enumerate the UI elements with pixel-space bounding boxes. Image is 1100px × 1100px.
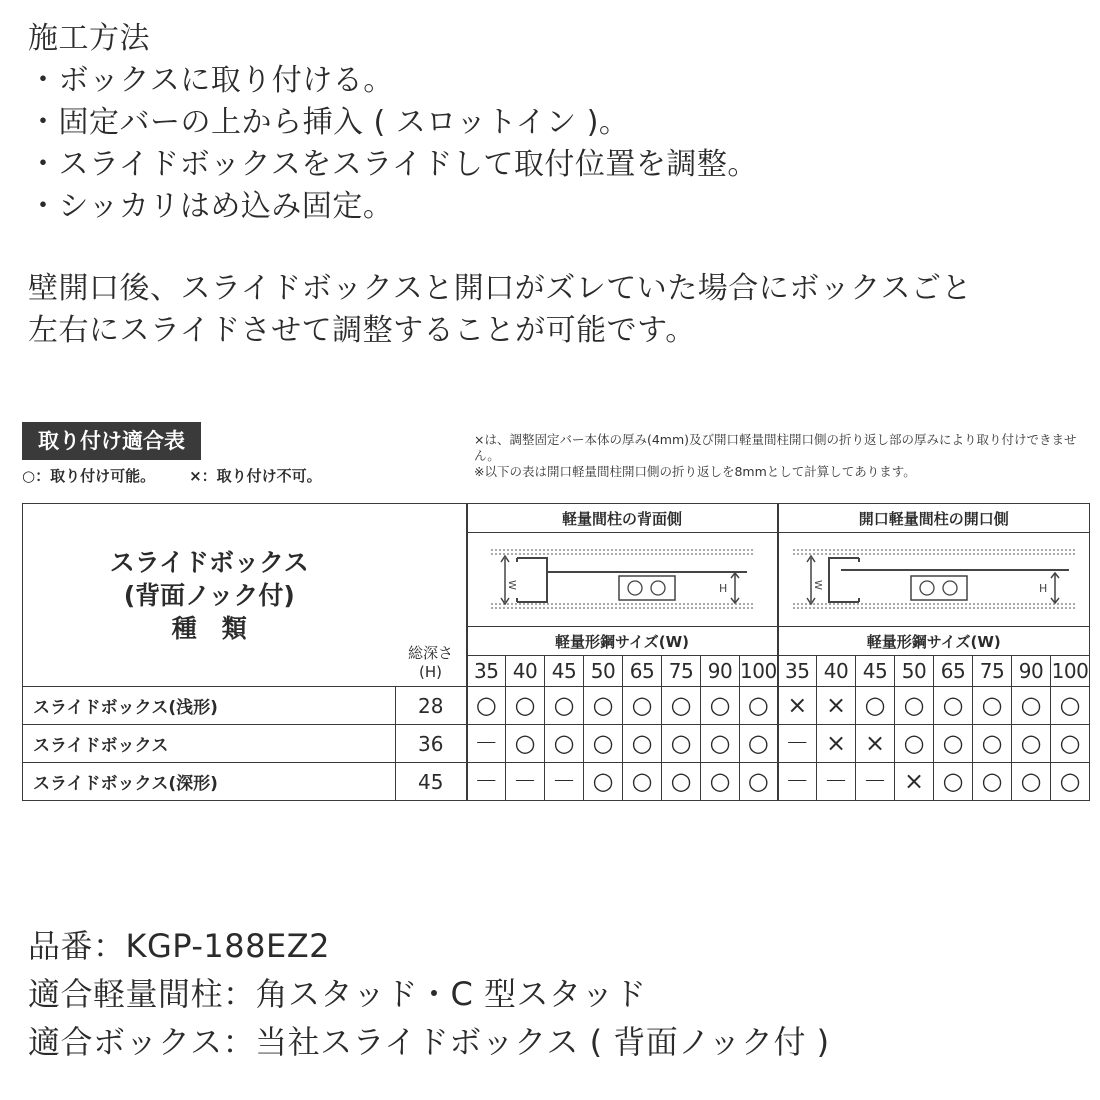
diagram-open — [778, 533, 1090, 627]
fit-mark: ○ — [701, 763, 740, 801]
bullet-2: ・固定バーの上から挿入 ( スロットイン )。 — [28, 105, 630, 140]
fit-mark: ○ — [1051, 763, 1090, 801]
depth-header — [396, 504, 467, 687]
fit-table-badge: 取り付け適合表 — [22, 422, 201, 460]
product-boxes: 適合ボックス：当社スライドボックス ( 背面ノック付 ) — [28, 1023, 830, 1061]
group-open-header: 開口軽量間柱の開口側 — [778, 504, 1090, 533]
fit-mark: × — [856, 725, 895, 763]
fit-mark: ○ — [934, 687, 973, 725]
fit-mark: ○ — [934, 763, 973, 801]
fit-mark: ○ — [973, 687, 1012, 725]
fit-mark: ○ — [506, 725, 545, 763]
fit-mark: × — [895, 763, 934, 801]
size-cell: 65 — [934, 656, 973, 687]
stud-back-diagram — [487, 540, 757, 620]
size-cell: 90 — [701, 656, 740, 687]
fit-mark: ○ — [740, 687, 778, 725]
fit-mark: ○ — [1051, 687, 1090, 725]
size-label-back: 軽量形鋼サイズ(W) — [467, 627, 778, 656]
fit-mark: ○ — [895, 687, 934, 725]
depth-label: 総深さ — [407, 644, 453, 662]
fit-mark: ○ — [623, 687, 662, 725]
row-name: スライドボックス(浅形) — [23, 687, 396, 725]
table-title-line-3: 種 類 — [171, 613, 247, 643]
size-cell: 40 — [817, 656, 856, 687]
fit-mark: ○ — [701, 725, 740, 763]
size-cell: 100 — [1051, 656, 1090, 687]
fit-mark: ○ — [662, 763, 701, 801]
fit-mark: ○ — [740, 725, 778, 763]
fit-mark: ○ — [895, 725, 934, 763]
fit-mark: － — [467, 725, 506, 763]
table-row — [23, 687, 1090, 725]
fit-mark: × — [778, 687, 817, 725]
fit-mark: ○ — [584, 763, 623, 801]
table-row — [23, 763, 1090, 801]
legend-ok: ○：取り付け可能。 — [22, 467, 156, 485]
size-cell: 50 — [895, 656, 934, 687]
product-info — [28, 922, 1088, 1066]
paragraph-line-1: 壁開口後、スライドボックスと開口がズレていた場合にボックスごと — [28, 271, 972, 306]
table-title-line-1: スライドボックス — [109, 547, 309, 577]
row-depth: 28 — [396, 687, 467, 725]
fit-mark: － — [856, 763, 895, 801]
fit-mark: ○ — [623, 763, 662, 801]
fit-mark: ○ — [584, 725, 623, 763]
fit-mark: ○ — [467, 687, 506, 725]
table-body — [23, 687, 1090, 801]
fit-mark: － — [506, 763, 545, 801]
size-cell: 75 — [973, 656, 1012, 687]
size-cell: 50 — [584, 656, 623, 687]
fit-mark: ○ — [1012, 763, 1051, 801]
size-cell: 45 — [545, 656, 584, 687]
product-studs: 適合軽量間柱：角スタッド・C 型スタッド — [28, 975, 647, 1013]
diagram-h-label: H — [719, 581, 728, 595]
legend — [22, 465, 322, 486]
fit-mark: ○ — [662, 687, 701, 725]
bullet-1: ・ボックスに取り付ける。 — [28, 63, 394, 98]
fit-mark: ○ — [623, 725, 662, 763]
size-cell: 35 — [778, 656, 817, 687]
paragraph-line-2: 左右にスライドさせて調整することが可能です。 — [28, 313, 696, 348]
fit-mark: × — [817, 725, 856, 763]
fit-mark: － — [817, 763, 856, 801]
fit-mark: ○ — [584, 687, 623, 725]
table-title-line-2: (背面ノック付) — [123, 580, 295, 610]
fit-mark: ○ — [1051, 725, 1090, 763]
row-name: スライドボックス — [23, 725, 396, 763]
fit-mark: ○ — [856, 687, 895, 725]
size-label-open: 軽量形鋼サイズ(W) — [778, 627, 1090, 656]
bullet-4: ・シッカリはめ込み固定。 — [28, 189, 394, 224]
fit-mark: ○ — [545, 687, 584, 725]
product-number: 品番：KGP-188EZ2 — [28, 927, 331, 965]
stud-open-diagram — [789, 540, 1079, 620]
size-cell: 100 — [740, 656, 778, 687]
fit-mark: － — [778, 763, 817, 801]
fit-mark: － — [778, 725, 817, 763]
fit-mark: － — [545, 763, 584, 801]
fit-mark: × — [817, 687, 856, 725]
size-cell: 75 — [662, 656, 701, 687]
fit-mark: ○ — [662, 725, 701, 763]
fit-mark: ○ — [1012, 725, 1051, 763]
fit-mark: ○ — [545, 725, 584, 763]
diagram-w-label-open: W — [811, 579, 823, 590]
section-heading: 施工方法 — [28, 21, 150, 56]
note-1: ×は、調整固定バー本体の厚み(4mm)及び開口軽量間柱開口側の折り返し部の厚みにより取り付けできません。 — [474, 432, 1077, 463]
legend-ng: ×：取り付け不可。 — [189, 467, 322, 485]
table-row — [23, 725, 1090, 763]
size-cell: 90 — [1012, 656, 1051, 687]
diagram-h-label-open: H — [1038, 581, 1048, 595]
row-depth: 45 — [396, 763, 467, 801]
notes — [474, 432, 1094, 480]
fit-mark: ○ — [934, 725, 973, 763]
fit-mark: ○ — [973, 763, 1012, 801]
row-depth: 36 — [396, 725, 467, 763]
diagram-w-label: W — [506, 579, 517, 590]
fit-mark: － — [467, 763, 506, 801]
fit-table — [22, 503, 1090, 801]
fit-mark: ○ — [701, 687, 740, 725]
diagram-back — [467, 533, 778, 627]
note-2: ※以下の表は開口軽量間柱開口側の折り返しを8mmとして計算してあります。 — [474, 464, 916, 479]
size-cell: 45 — [856, 656, 895, 687]
bullet-3: ・スライドボックスをスライドして取付位置を調整。 — [28, 147, 758, 182]
size-cell: 40 — [506, 656, 545, 687]
table-title-cell — [23, 504, 396, 687]
fit-mark: ○ — [740, 763, 778, 801]
size-cell: 35 — [467, 656, 506, 687]
size-cell: 65 — [623, 656, 662, 687]
group-back-header: 軽量間柱の背面側 — [467, 504, 778, 533]
row-name: スライドボックス(深形) — [23, 763, 396, 801]
depth-unit: (H) — [419, 663, 442, 681]
fit-mark: ○ — [1012, 687, 1051, 725]
construction-method — [28, 18, 1088, 352]
fit-mark: ○ — [506, 687, 545, 725]
fit-mark: ○ — [973, 725, 1012, 763]
